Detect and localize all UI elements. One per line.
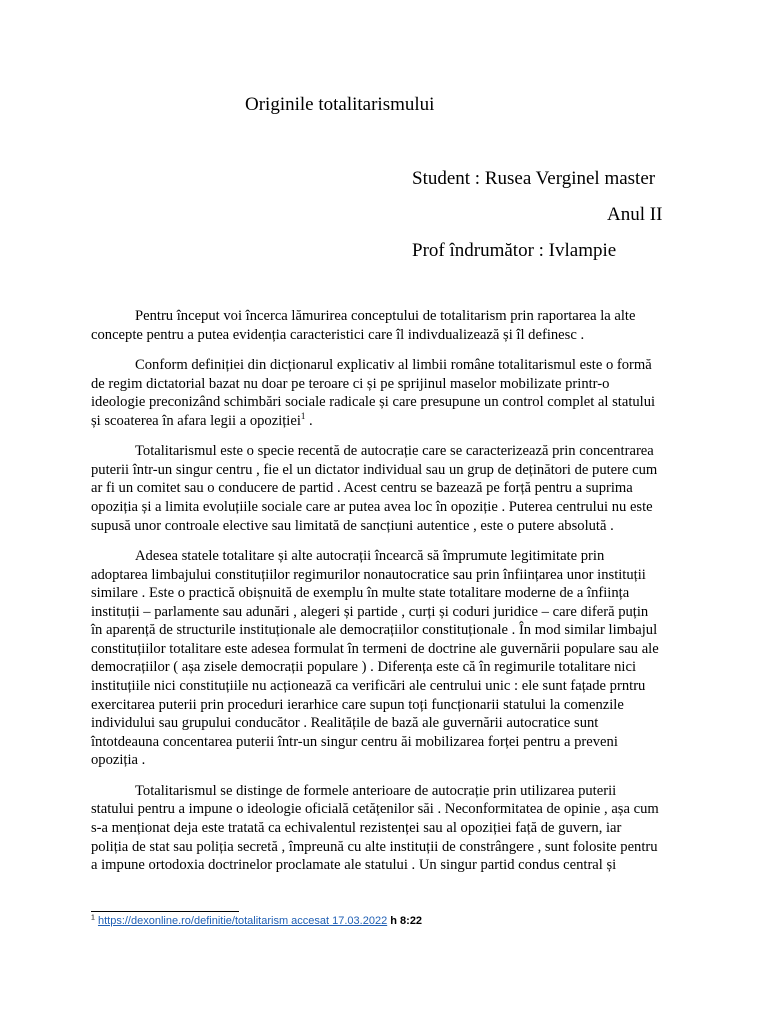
text-line: Pentru început voi încerca lămurirea conceptului de totalitarism prin raportarea la alte xyxy=(135,308,636,324)
text-line: supusă unor controale elective sau limitată de sancțiuni autentice , este o putere absolută . xyxy=(91,517,614,534)
text-line: statului pentru a impune o ideologie oficială cetățenilor săi . Neconformitatea de opinie , așa cum xyxy=(91,801,659,818)
text-line: întotdeauna concentarea puterii într-un singur centru ăi mobilizarea forței pentru a preveni xyxy=(91,733,618,750)
footnote-link[interactable]: https://dexonline.ro/definitie/totalitarism accesat 17.03.2022 xyxy=(97,915,388,927)
text-line: similare . Este o practică obișnuită de exemplu în multe state totalitare moderne de a înființa xyxy=(91,585,630,602)
text-line: a impune ortodoxia doctrinelor proclamate ale statului . Un singur partid condus central și xyxy=(91,857,617,874)
paragraph xyxy=(91,356,687,430)
text-line: exercitarea puterii prin proceduri ierarhice care supun toți funcționarii statului la comenzile xyxy=(91,696,624,713)
text-line: s-a menționat deja este tratată ca echivalentul rezistenței sau al opoziției față de guvern, iar xyxy=(91,820,622,837)
text-line: constituțiilor totalitare este adesea formulat în termeni de doctrine ale guvernării populare sau ale xyxy=(91,640,659,657)
text-line: Adesea statele totalitare și alte autocrații încearcă să împrumute legitimitate prin xyxy=(135,547,605,564)
line-text: și scoaterea în afara legii a opoziției xyxy=(91,412,301,429)
student-name: Student : Rusea Verginel master xyxy=(412,168,656,189)
paragraph xyxy=(91,307,687,344)
text-line: ar fi un comitet sau o conducere de partid . Acest centru se bazează pe forță pentru a suprima xyxy=(91,480,633,497)
text-line: de regim dictatorial bazat nu doar pe teroare ci și pe sprijinul maselor mobilizate printr-o xyxy=(91,375,610,392)
footnote-number: 1 xyxy=(91,914,95,922)
text-line xyxy=(91,412,687,431)
body-text xyxy=(91,307,687,887)
text-line: Totalitarismul este o specie recentă de autocrație care se caracterizează prin concentrarea xyxy=(135,443,654,460)
text-line: Conform definiției din dicționarul explicativ al limbii române totalitarismul este o formă xyxy=(135,356,652,373)
footnote-reference[interactable]: 1 xyxy=(300,410,306,421)
footnote-separator xyxy=(91,911,239,912)
text-line: ideologie preconizând schimbări sociale radicale și care presupune un control complet al statului xyxy=(91,394,656,411)
footnote xyxy=(91,915,422,927)
text-line: instituții – parlamente sau adunări , alegeri și partide , curți și coduri juridice – care diferă puțin xyxy=(91,603,649,620)
paragraph xyxy=(91,782,687,875)
footnote-time: h 8:22 xyxy=(387,915,423,927)
text-line: instituțiile nici constituțiile nu acționează ca verificări ale centrului unic : ele sunt fațade prntru xyxy=(91,678,646,695)
text-line: opoziția . xyxy=(91,752,146,769)
text-line: concepte pentru a putea evidenția caracteristici care îl indivdualizează și îl definesc . xyxy=(91,326,585,343)
text-line: democrațiilor ( așa zisele democrații populare ) . Diferența este că în regimurile totalitare nici xyxy=(91,659,636,676)
text-line: în aparență de structurile instituționale ale democrațiilor constituționale . În mod similar limbajul xyxy=(91,622,658,639)
text-line: opoziția și a limita evoluțiile sociale care ar putea avea loc în opoziție . Puterea centrului nu este xyxy=(91,498,653,515)
paragraph xyxy=(91,442,687,535)
text-line: Totalitarismul se distinge de formele anterioare de autocrație prin utilizarea puterii xyxy=(135,782,617,799)
text-line: adoptarea limbajului constituțiilor regimurilor nonautocratice sau prin înființarea unor instituții xyxy=(91,566,646,583)
text-line: puterii într-un singur centru , fie el un dictator individual sau un grup de deținători de putere cum xyxy=(91,461,658,478)
paragraph xyxy=(91,547,687,770)
professor-name: Prof îndrumător : Ivlampie xyxy=(412,240,617,261)
text-line: individului sau grupului conducător . Realitățile de bază ale guvernării autocratice sunt xyxy=(91,715,599,732)
study-year: Anul II xyxy=(607,204,663,225)
text-line: poliția de stat sau poliția secretă , împreună cu alte instituții de constrângere , sunt folosite pentru xyxy=(91,838,658,855)
document-title: Originile totalitarismului xyxy=(245,94,435,115)
line-tail: . xyxy=(305,412,313,429)
